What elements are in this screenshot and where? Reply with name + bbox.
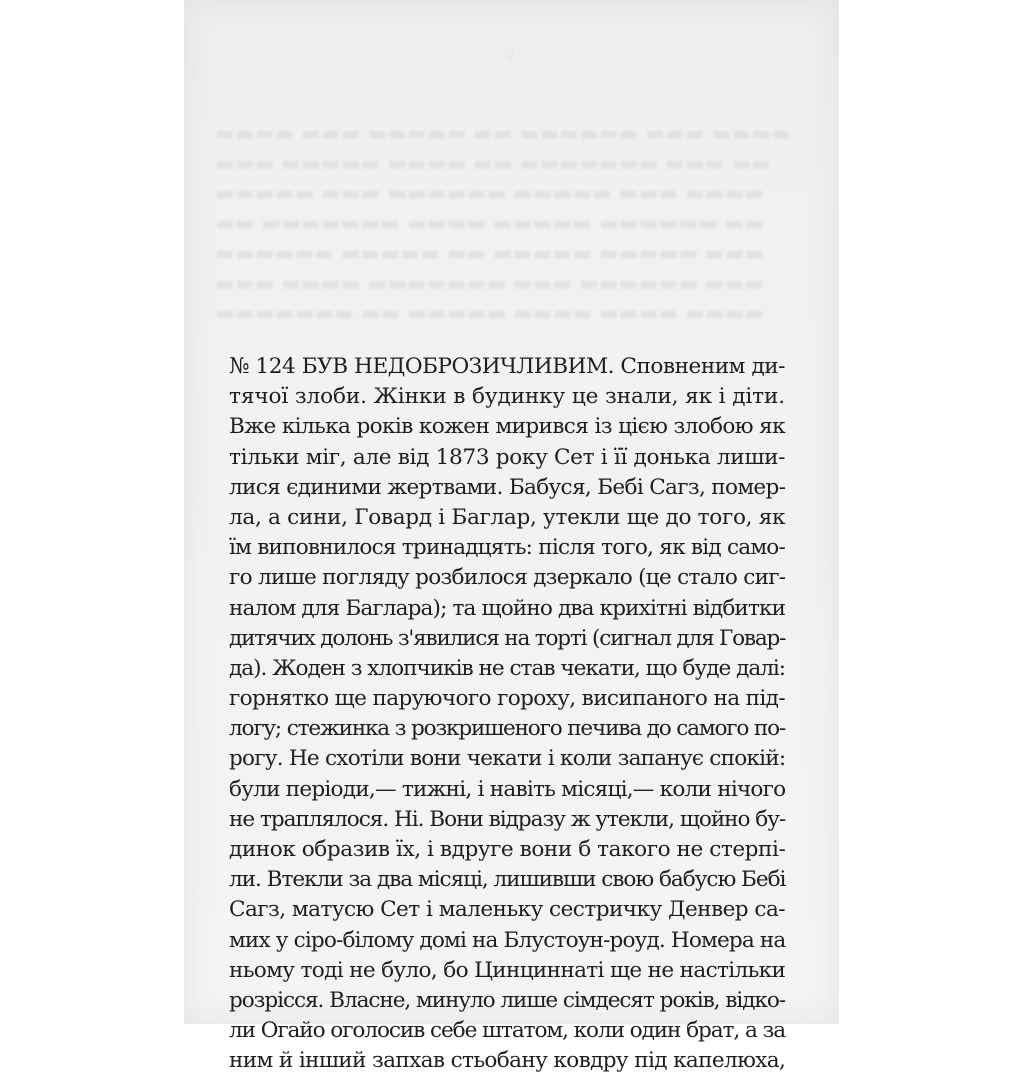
- paragraph-line: тільки міг, але від 1873 року Сет і її донька лиши-: [229, 444, 786, 470]
- bleed-through-reverse-text: ▬▬▬▬ ▬▬▬ ▬▬▬▬▬ ▬▬ ▬▬▬▬▬▬ ▬▬▬ ▬▬▬▬ ▬▬▬ ▬▬▬▬▬ ▬▬▬▬ ▬▬ ▬▬▬▬▬▬▬ ▬▬▬ ▬▬ ▬▬▬▬▬ ▬▬▬ ▬▬▬▬▬▬ ▬▬▬▬▬ ▬▬▬ ▬▬▬▬ ▬▬ ▬▬▬▬▬▬▬ ▬▬▬▬ ▬▬▬▬▬ ▬▬▬▬▬▬ ▬▬ ▬▬▬▬▬▬ ▬▬▬▬▬ ▬▬ ▬▬▬▬▬ ▬▬▬▬▬ ▬▬▬ ▬▬▬ ▬▬▬▬ ▬▬▬▬▬▬▬ ▬▬▬ ▬▬▬▬▬▬ ▬▬▬ ▬▬▬▬▬▬▬ ▬▬ ▬▬▬▬▬ ▬▬▬▬ ▬▬▬▬ ▬▬▬▬: [215, 121, 791, 325]
- paragraph-line: рогу. Не схотіли вони чекати і коли запанує спокій:: [229, 746, 786, 772]
- paragraph-line: їм виповнилося тринадцять: після того, як від само-: [229, 535, 785, 561]
- paragraph-line: лися єдиними жертвами. Бабуся, Бебі Сагз, помер-: [229, 474, 786, 500]
- paragraph-line: да). Жоден з хлопчиків не став чекати, що буде далі:: [229, 655, 786, 681]
- paragraph-line: ли Огайо оголосив себе штатом, коли один брат, а за: [229, 1018, 785, 1044]
- bleed-through-page-number: ·2·: [500, 44, 522, 63]
- paragraph-line: Вже кілька років кожен мирився із цією злобою як: [229, 414, 785, 440]
- paragraph-line: тячої злоби. Жінки в будинку це знали, як і діти.: [229, 384, 786, 410]
- paragraph-line: горнятко ще паруючого гороху, висипаного на під-: [229, 686, 785, 712]
- chapter-opening-paragraph: [229, 352, 785, 1077]
- paragraph-line: налом для Баглара); та щойно два крихітні відбитки: [229, 595, 786, 621]
- paragraph-line: Сагз, матусю Сет і маленьку сестричку Денвер са-: [229, 897, 785, 923]
- paragraph-line: динок образив їх, і вдруге вони б такого не стерпі-: [229, 837, 786, 862]
- paragraph-line: ли. Втекли за два місяці, лишивши свою бабусю Бебі: [229, 867, 786, 893]
- paragraph-line: дитячих долонь з'явилися на торті (сигнал для Говар-: [229, 625, 786, 651]
- paragraph-line: не траплялося. Ні. Вони відразу ж утекли, щойно бу-: [229, 806, 786, 832]
- paragraph-line: ним й інший запхав стьобану ковдру під капелюха,: [229, 1048, 786, 1074]
- paragraph-line: го лише погляду розбилося дзеркало (це стало сиг-: [229, 565, 786, 591]
- paragraph-line: № 124 БУВ НЕДОБРОЗИЧЛИВИМ. Сповненим ди-: [229, 354, 785, 379]
- paragraph-line: ла, а сини, Говард і Баглар, утекли ще до того, як: [229, 504, 786, 530]
- paragraph-line: логу; стежинка з розкришеного печива до самого по-: [229, 716, 785, 742]
- paragraph-line: розрісся. Власне, минуло лише сімдесят років, відко-: [229, 987, 785, 1013]
- paragraph-line: мих у сіро-білому домі на Блустоун-роуд. Номера на: [229, 927, 786, 953]
- paragraph-line: були періоди,— тижні, і навіть місяці,— коли нічого: [229, 776, 786, 802]
- paragraph-line: ньому тоді не було, бо Цинциннаті ще не настільки: [229, 957, 786, 983]
